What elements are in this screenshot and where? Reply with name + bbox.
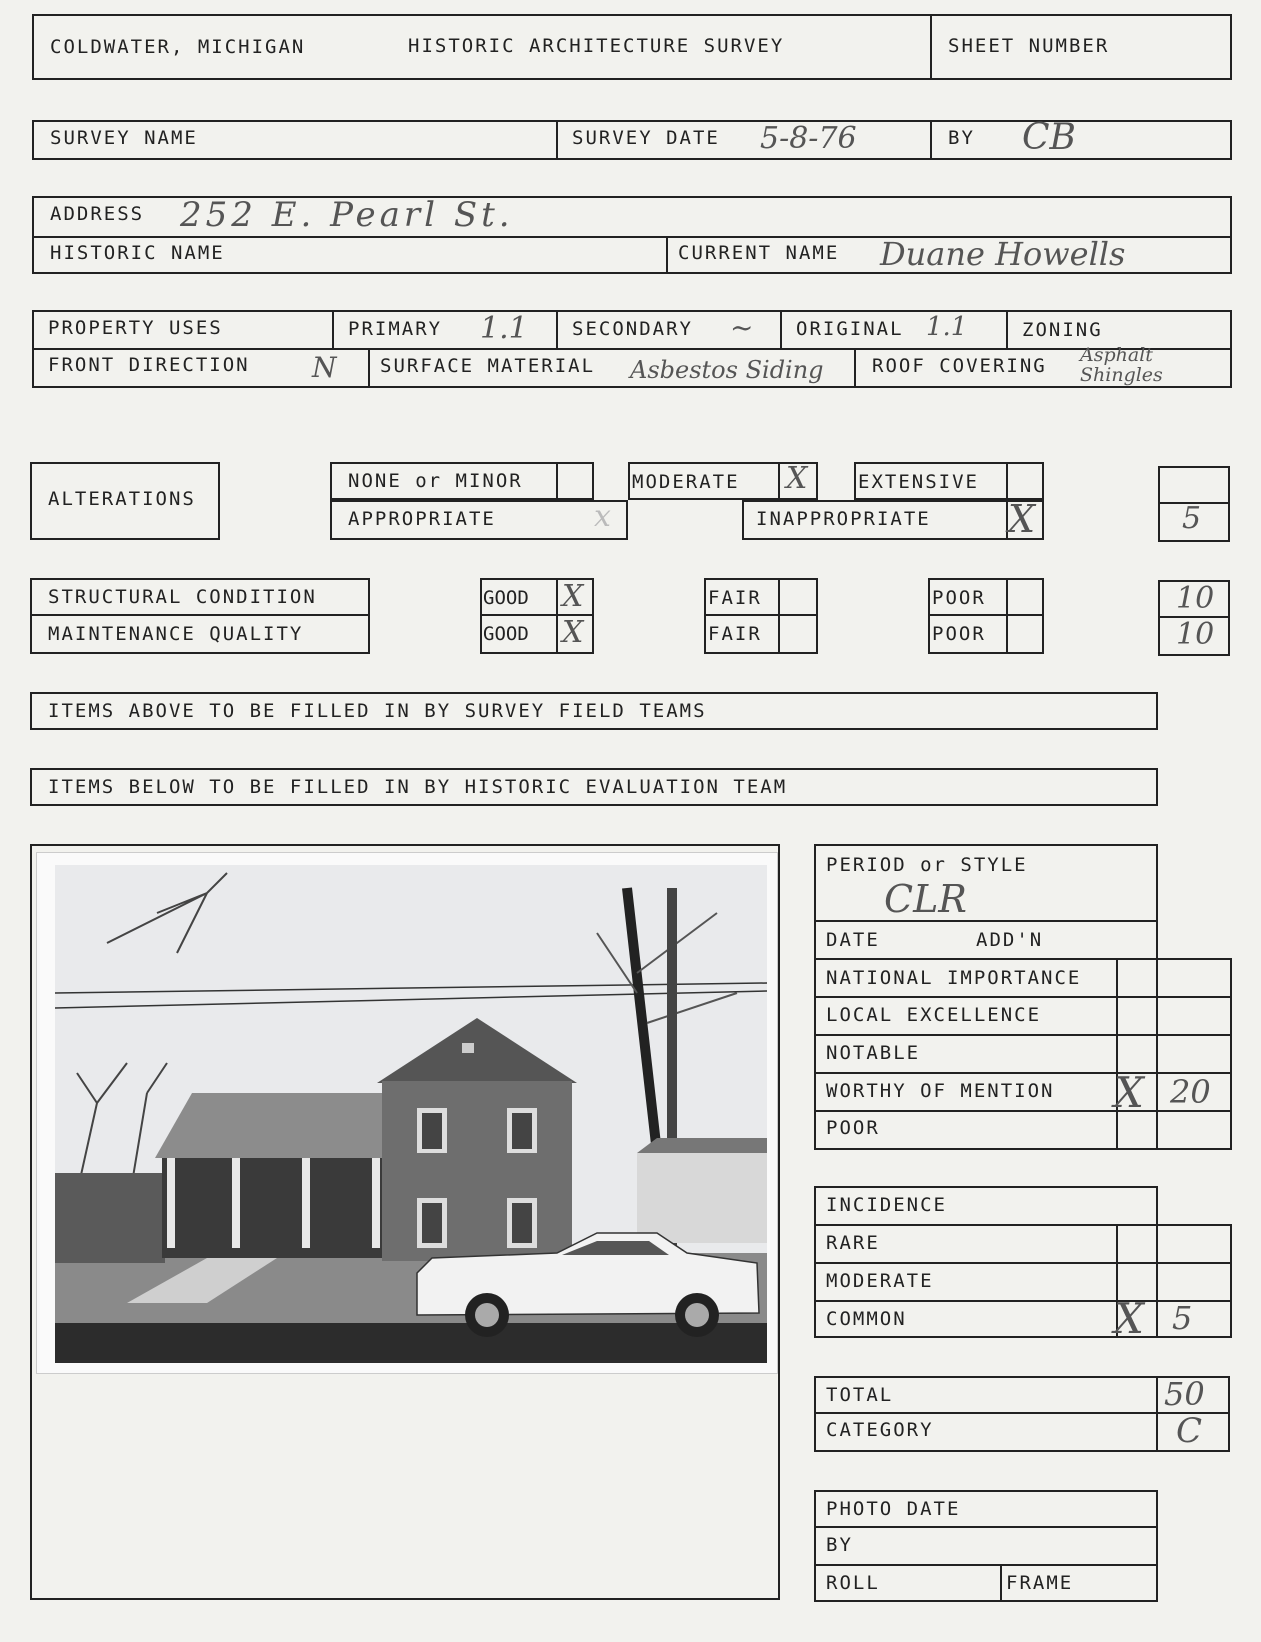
- structural-fair-label: FAIR: [708, 587, 762, 609]
- rare-label: RARE: [826, 1232, 880, 1254]
- inappropriate-mark: X: [1008, 497, 1036, 541]
- survey-by-value: CB: [1022, 117, 1076, 158]
- structural-score: 10: [1176, 581, 1215, 616]
- incidence-moderate-label: MODERATE: [826, 1270, 934, 1292]
- addn-label: ADD'N: [976, 929, 1044, 951]
- none-minor-label: NONE or MINOR: [348, 470, 523, 492]
- frame-label: FRAME: [1006, 1572, 1074, 1594]
- maintenance-score: 10: [1176, 617, 1215, 652]
- period-style-label: PERIOD or STYLE: [826, 854, 1028, 876]
- incidence-label: INCIDENCE: [826, 1194, 947, 1216]
- roof-covering-label: ROOF COVERING: [872, 355, 1047, 377]
- alterations-score: 5: [1182, 501, 1202, 536]
- total-value: 50: [1164, 1375, 1205, 1413]
- address-value: 252 E. Pearl St.: [180, 195, 514, 235]
- roof-covering-value-1: Asphalt: [1080, 344, 1153, 366]
- common-mark: X: [1114, 1294, 1144, 1343]
- inappropriate-label: INAPPROPRIATE: [756, 508, 931, 530]
- local-excellence-label: LOCAL EXCELLENCE: [826, 1004, 1042, 1026]
- address-label: ADDRESS: [50, 203, 145, 225]
- note-above: ITEMS ABOVE TO BE FILLED IN BY SURVEY FIELD TEAMS: [48, 700, 707, 722]
- historic-name-label: HISTORIC NAME: [50, 242, 225, 264]
- original-label: ORIGINAL: [796, 318, 904, 340]
- roll-label: ROLL: [826, 1572, 880, 1594]
- surface-material-value: Asbestos Siding: [630, 356, 824, 384]
- survey-date-value: 5-8-76: [760, 121, 857, 156]
- photo-date-label: PHOTO DATE: [826, 1498, 961, 1520]
- common-score: 5: [1172, 1299, 1193, 1337]
- current-name-label: CURRENT NAME: [678, 242, 840, 264]
- maintenance-quality-label: MAINTENANCE QUALITY: [48, 623, 304, 645]
- survey-date-label: SURVEY DATE: [572, 127, 720, 149]
- city-label: COLDWATER, MICHIGAN: [50, 36, 306, 58]
- eval-date-label: DATE: [826, 929, 880, 951]
- maintenance-mark: X: [562, 615, 584, 650]
- extensive-label: EXTENSIVE: [858, 471, 979, 493]
- photo-by-label: BY: [826, 1534, 853, 1556]
- notable-label: NOTABLE: [826, 1042, 921, 1064]
- secondary-label: SECONDARY: [572, 318, 693, 340]
- structural-condition-label: STRUCTURAL CONDITION: [48, 586, 317, 608]
- primary-label: PRIMARY: [348, 318, 443, 340]
- maintenance-poor-label: POOR: [932, 623, 986, 645]
- structural-mark: X: [562, 579, 584, 614]
- worthy-score: 20: [1170, 1073, 1211, 1111]
- eval-poor-label: POOR: [826, 1117, 880, 1139]
- category-value: C: [1176, 1411, 1203, 1451]
- primary-value: 1.1: [480, 311, 528, 346]
- appropriate-label: APPROPRIATE: [348, 508, 496, 530]
- front-direction-value: N: [312, 351, 337, 384]
- moderate-mark: X: [786, 461, 808, 496]
- moderate-label: MODERATE: [632, 471, 740, 493]
- roof-covering-value-2: Shingles: [1080, 364, 1163, 386]
- alterations-label: ALTERATIONS: [48, 488, 196, 510]
- form-title: HISTORIC ARCHITECTURE SURVEY: [408, 35, 785, 57]
- sheet-number-label: SHEET NUMBER: [948, 35, 1110, 57]
- surface-material-label: SURFACE MATERIAL: [380, 355, 596, 377]
- structural-good-label: GOOD: [483, 587, 529, 609]
- structural-poor-label: POOR: [932, 587, 986, 609]
- worthy-label: WORTHY OF MENTION: [826, 1080, 1055, 1102]
- survey-name-label: SURVEY NAME: [50, 127, 198, 149]
- note-below: ITEMS BELOW TO BE FILLED IN BY HISTORIC EVALUATION TEAM: [48, 776, 788, 798]
- maintenance-good-label: GOOD: [483, 623, 529, 645]
- zoning-label: ZONING: [1022, 319, 1103, 341]
- property-uses-label: PROPERTY USES: [48, 317, 223, 339]
- front-direction-label: FRONT DIRECTION: [48, 354, 250, 376]
- common-label: COMMON: [826, 1308, 907, 1330]
- appropriate-mark: x: [594, 499, 611, 534]
- current-name-value: Duane Howells: [880, 235, 1126, 273]
- secondary-value: ~: [730, 311, 754, 344]
- maintenance-fair-label: FAIR: [708, 623, 762, 645]
- survey-by-label: BY: [948, 127, 975, 149]
- house-photo: [36, 852, 778, 1374]
- original-value: 1.1: [926, 312, 968, 342]
- category-label: CATEGORY: [826, 1419, 934, 1441]
- national-importance-label: NATIONAL IMPORTANCE: [826, 967, 1082, 989]
- total-label: TOTAL: [826, 1384, 894, 1406]
- period-style-value: CLR: [884, 877, 967, 921]
- worthy-mark: X: [1114, 1068, 1144, 1117]
